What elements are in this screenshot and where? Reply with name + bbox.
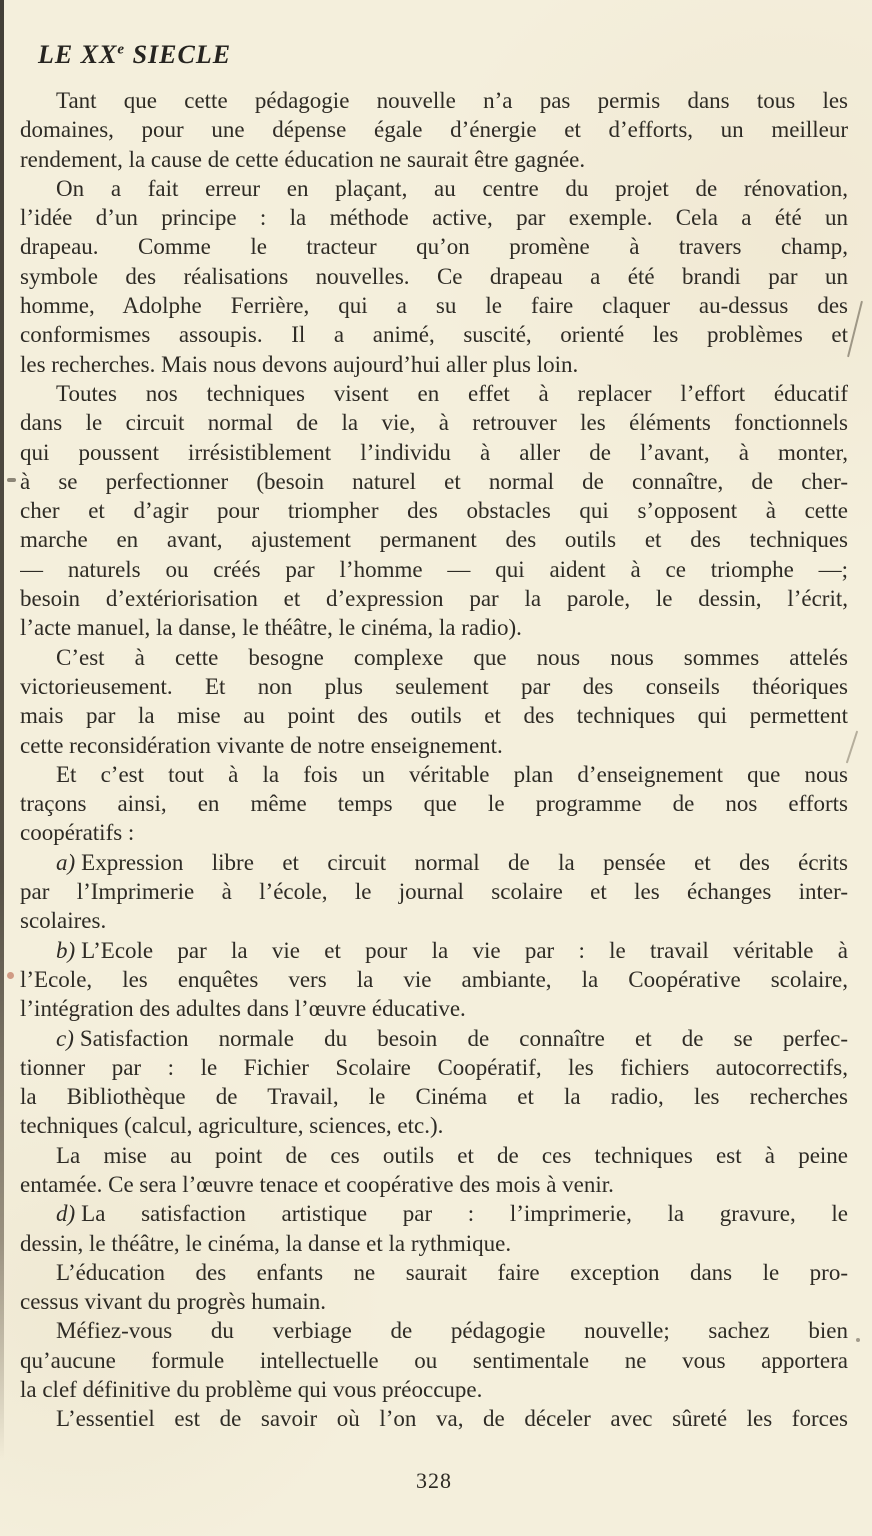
page-text: [20, 86, 848, 1434]
paragraph: [20, 1141, 848, 1200]
text-line: [20, 848, 848, 877]
text-line: [20, 936, 848, 965]
running-head: [38, 40, 231, 70]
text-line: la Bibliothèque de Travail, le Cinéma et la radio, les recherches: [20, 1084, 848, 1110]
text-line: drapeau. Comme le tracteur qu’on promène à travers champ,: [20, 234, 848, 260]
text-line: conformismes assoupis. Il a animé, suscité, orienté les problèmes et: [20, 322, 848, 348]
paragraph: [20, 760, 848, 848]
line-text: La satisfaction artistique par : l’imprimerie, la gravure, le: [81, 1201, 848, 1227]
line-text: Satisfaction normale du besoin de connaître et de se perfec-: [79, 1025, 848, 1051]
list-item-marker: b): [56, 937, 76, 963]
text-line: la clef définitive du problème qui vous préoccupe.: [20, 1377, 483, 1403]
text-line: [20, 1024, 848, 1053]
list-paragraph: [20, 848, 848, 936]
text-line: entamée. Ce sera l’œuvre tenace et coopérative des mois à venir.: [20, 1171, 614, 1197]
running-head-superscript: e: [117, 41, 126, 58]
text-line: les recherches. Mais nous devons aujourd’hui aller plus loin.: [20, 351, 579, 377]
text-line: qui poussent irrésistiblement l’individu à aller de l’avant, à monter,: [20, 439, 848, 465]
line-text: Expression libre et circuit normal de la pensée et des écrits: [81, 849, 848, 875]
text-line: l’intégration des adultes dans l’œuvre éducative.: [20, 996, 466, 1022]
scan-artifact-scratch: [847, 301, 863, 358]
text-line: [20, 1199, 848, 1228]
scan-artifact-speck: [7, 478, 16, 482]
text-line: scolaires.: [20, 908, 107, 934]
text-line: Méfiez-vous du verbiage de pédagogie nouvelle; sachez bien: [56, 1318, 848, 1344]
text-line: Toutes nos techniques visent en effet à replacer l’effort éducatif: [56, 380, 848, 406]
text-line: cette reconsidération vivante de notre enseignement.: [20, 732, 503, 758]
text-line: tionner par : le Fichier Scolaire Coopératif, les fichiers autocorrectifs,: [20, 1054, 848, 1080]
list-item-marker: d): [56, 1201, 76, 1227]
text-line: — naturels ou créés par l’homme — qui aident à ce triomphe —;: [20, 556, 848, 582]
list-item-marker: a): [56, 849, 76, 875]
paragraph: [20, 1404, 848, 1433]
text-line: traçons ainsi, en même temps que le programme de nos efforts: [20, 791, 848, 817]
text-line: Tant que cette pédagogie nouvelle n’a pas permis dans tous les: [56, 88, 848, 113]
text-line: mais par la mise au point des outils et des techniques qui permettent: [20, 703, 848, 729]
text-line: marche en avant, ajustement permanent des outils et des techniques: [20, 527, 848, 553]
text-line: C’est à cette besogne complexe que nous nous sommes attelés: [56, 644, 848, 670]
paragraph: [20, 1258, 848, 1317]
text-line: cher et d’agir pour triompher des obstacles qui s’opposent à cette: [20, 498, 848, 524]
text-line: l’Ecole, les enquêtes vers la vie ambiante, la Coopérative scolaire,: [20, 966, 848, 992]
text-line: cessus vivant du progrès humain.: [20, 1289, 326, 1315]
paragraph: [20, 174, 848, 379]
paragraph: [20, 379, 848, 643]
text-line: l’acte manuel, la danse, le théâtre, le cinéma, la radio).: [20, 615, 522, 641]
scan-artifact-speck: [7, 972, 14, 979]
text-line: coopératifs :: [20, 820, 135, 846]
paragraph: [20, 1316, 848, 1404]
text-line: dans le circuit normal de la vie, à retrouver les éléments fonctionnels: [20, 410, 848, 436]
text-line: domaines, pour une dépense égale d’énergie et d’efforts, un meilleur: [20, 117, 848, 143]
page-number: 328: [416, 1468, 452, 1493]
scan-artifact-speck: [856, 1338, 860, 1342]
text-line: La mise au point de ces outils et de ces techniques est à peine: [56, 1142, 848, 1168]
line-text: L’Ecole par la vie et pour la vie par : le travail véritable à: [81, 937, 848, 963]
text-line: techniques (calcul, agriculture, sciences, etc.).: [20, 1113, 444, 1139]
text-line: dessin, le théâtre, le cinéma, la danse et la rythmique.: [20, 1230, 512, 1256]
list-paragraph: [20, 1199, 848, 1258]
text-line: besoin d’extériorisation et d’expression par la parole, le dessin, l’écrit,: [20, 586, 848, 612]
list-item-marker: c): [56, 1025, 74, 1051]
text-line: victorieusement. Et non plus seulement par des conseils théoriques: [20, 673, 848, 699]
text-line: L’éducation des enfants ne saurait faire exception dans le pro-: [56, 1259, 848, 1285]
paragraph: [20, 643, 848, 760]
text-line: à se perfectionner (besoin naturel et normal de connaître, de cher-: [20, 468, 848, 494]
running-head-text: LE XX: [38, 40, 118, 69]
text-line: l’idée d’un principe : la méthode active, par exemple. Cela a été un: [20, 205, 848, 231]
text-line: par l’Imprimerie à l’école, le journal scolaire et les échanges inter-: [20, 879, 848, 905]
text-line: Et c’est tout à la fois un véritable plan d’enseignement que nous: [56, 761, 848, 787]
list-paragraph: [20, 1024, 848, 1141]
text-line: L’essentiel est de savoir où l’on va, de déceler avec sûreté les forces: [56, 1406, 848, 1432]
text-line: On a fait erreur en plaçant, au centre du projet de rénovation,: [56, 175, 848, 201]
text-line: symbole des réalisations nouvelles. Ce drapeau a été brandi par un: [20, 263, 848, 289]
text-line: rendement, la cause de cette éducation ne saurait être gagnée.: [20, 146, 586, 172]
text-line: homme, Adolphe Ferrière, qui a su le faire claquer au-dessus des: [20, 293, 848, 319]
paragraph: [20, 86, 848, 174]
running-head-text: SIECLE: [125, 40, 232, 69]
text-line: qu’aucune formule intellectuelle ou sentimentale ne vous apportera: [20, 1347, 848, 1373]
scan-edge-shadow: [0, 0, 4, 1460]
list-paragraph: [20, 936, 848, 1024]
